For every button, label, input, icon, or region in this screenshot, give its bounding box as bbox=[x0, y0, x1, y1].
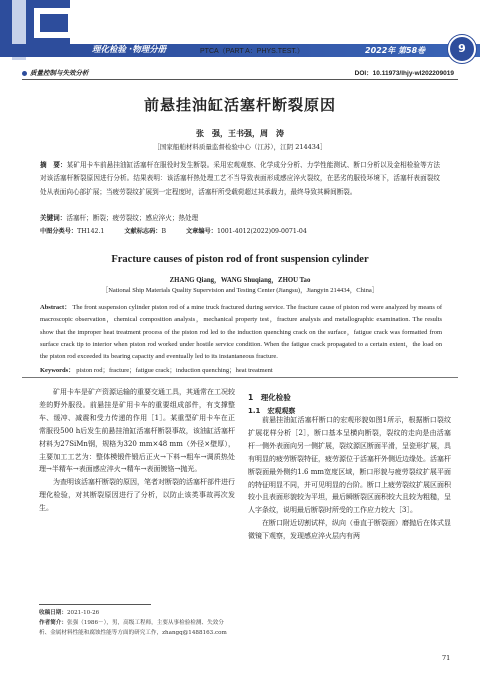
section-heading: 1 理化检验 bbox=[248, 393, 291, 402]
paragraph: 前悬挂油缸活塞杆断口的宏观形貌如图1所示，根据断口裂纹扩展花样分析［2］，断口基本呈横向断裂，裂纹的走向是由活塞杆一侧外表面向另一侧扩展，裂纹源区断面平滑，呈瓷形扩展，具有明显的疲劳断裂特征，疲劳源位于活塞杆外侧近边缘处。活塞杆断裂面最外侧约1.6 mm宽度区域，断口形貌与疲劳裂纹扩展平面的特征明显不同，并可见明显的台阶。断口上疲劳裂纹扩展区面积较小且表面形貌较为平坦，最后瞬断裂区面积较大且较为粗糙，呈人字条纹，说明最后断裂时所受的工作应力较大［3］。 bbox=[248, 416, 451, 515]
received-label: 收稿日期： bbox=[39, 610, 67, 616]
received-date bbox=[39, 608, 235, 618]
paragraph: 在断口附近切割试样，纵向（垂直于断裂面）磨抛后在体式显微镜下观察，发现感应淬火层内有两 bbox=[248, 519, 451, 541]
subsection-heading: 1.1 宏观观察 bbox=[248, 407, 296, 415]
keywords-en-label: Keywords： bbox=[40, 367, 75, 374]
body-left-column bbox=[39, 386, 235, 515]
author-bio-text: 张强（1986－），男，高级工程师，主要从事检验检测、失效分析、金属材料性能和腐蚀性能等方面的研究工作，zhangq@1488163.com bbox=[39, 620, 227, 636]
paragraph: 为查明该活塞杆断裂的原因，笔者对断裂的活塞杆部件进行理化检验，对其断裂原因进行了分析，以防止该类事故再次发生。 bbox=[39, 478, 235, 513]
abstract-en bbox=[40, 302, 442, 363]
article-no-value: 1001-4012(2022)09-0071-04 bbox=[216, 228, 307, 235]
page-number: 71 bbox=[442, 654, 451, 662]
issue-number-badge: 9 bbox=[448, 35, 476, 63]
affiliation-en: ［National Ship Materials Quality Supervision and Testing Center (Jiangsu)，Jiangyin 214434，China］ bbox=[101, 287, 379, 294]
keywords-cn bbox=[40, 212, 440, 225]
classification-line bbox=[40, 225, 440, 238]
section-tag bbox=[22, 68, 89, 78]
author-bio-label: 作者简介： bbox=[39, 620, 67, 626]
authors-cn: 张 强，王书强，周 涛 bbox=[196, 128, 284, 138]
abstract-en-label: Abstract： bbox=[40, 304, 71, 311]
divider bbox=[22, 79, 458, 80]
footnote-rule bbox=[39, 604, 151, 605]
doc-code-label: 文献标志码： bbox=[124, 228, 162, 235]
journal-english-name: PTCA（PART A：PHYS.TEST.） bbox=[200, 48, 304, 55]
clc-label: 中图分类号： bbox=[40, 228, 78, 235]
authors-en: ZHANG Qiang，WANG Shuqiang，ZHOU Tao bbox=[169, 277, 311, 284]
footnote bbox=[39, 608, 235, 638]
keywords-cn-label: 关键词： bbox=[40, 214, 67, 222]
paragraph: 矿用卡车是矿产资源运输的重要交通工具，其通常在工况较差的野外服役。前悬挂是矿用卡车的重要组成部件，有支撑整车、缓冲、减震和受力传递的作用［1］。某重型矿用卡车在正常服役500 h后发生前悬挂油缸活塞杆断裂事故，该油缸活塞杆材料为27SiMn钢，规格为320 mm×48 mm（外径×壁厚），主要加工工艺为：整体模锻件锻后正火→下料→粗车→调质热处理→半精车→表面感应淬火→精车→表面镀铬→抛光。 bbox=[39, 388, 235, 474]
author-bio bbox=[39, 618, 235, 638]
keywords-en-text: piston rod；fracture；fatigue crack；induction quenching；heat treatment bbox=[76, 367, 273, 374]
bullet-icon bbox=[22, 71, 27, 76]
doc-code-value: B bbox=[161, 228, 167, 235]
body-right-column bbox=[248, 414, 451, 543]
section-tag-label: 质量控制与失效分析 bbox=[30, 69, 89, 77]
clc-value: TH142.1 bbox=[77, 228, 105, 235]
keywords-cn-text: 活塞杆；断裂；疲劳裂纹；感应淬火；热处理 bbox=[66, 214, 199, 222]
article-no-label: 文章编号： bbox=[186, 228, 217, 235]
title-cn: 前悬挂油缸活塞杆断裂原因 bbox=[143, 96, 336, 114]
doi: DOI：10.11973/lhjy-wl202209019 bbox=[354, 70, 454, 77]
abstract-cn-text: 某矿用卡车前悬挂油缸活塞杆在服役时发生断裂。采用宏观观察、化学成分分析、力学性能测试、断口分析以及金相检验等方法对该活塞杆断裂原因进行分析。结果表明：该活塞杆热处理工艺不当导致表面形成感应淬火裂纹，在恶劣的服役环境下，活塞杆表面裂纹处从表面向心部扩展；当疲劳裂纹扩展到一定程度时，活塞杆所受载荷超过其承载力，最终导致其瞬间断裂。 bbox=[40, 161, 440, 196]
abstract-cn-label: 摘 要： bbox=[40, 161, 67, 169]
journal-name: 理化检验 ·物理分册 bbox=[92, 45, 167, 55]
abstract-cn bbox=[40, 159, 440, 199]
title-en: Fracture causes of piston rod of front suspension cylinder bbox=[111, 254, 369, 265]
received-value: 2021-10-26 bbox=[66, 610, 100, 616]
divider bbox=[22, 377, 458, 378]
affiliation-cn: ［国家船舶材料质量监督检验中心（江苏），江阴 214434］ bbox=[153, 143, 327, 151]
keywords-en bbox=[40, 365, 442, 374]
abstract-en-text: The front suspension cylinder piston rod of a mine truck fractured during service. The fracture cause of piston rod were analyzed by means of macroscopic observation，chemical composition analysis，mechanical property test，fracture analysis and metallographic examination. The results show that the improper heat treatment process of the piston rod led to the induction quenching crack on the surface，fatigue crack was formatted from surface crack tip to interior when piston rod worked under hostile service condition. When the fatigue crack propagated to a certain extent，the load on the piston rod exceeded its bearing capacity and eventually led to its instantaneous fracture. bbox=[40, 304, 442, 361]
issue-info: 2022年 第58卷 bbox=[365, 46, 426, 55]
